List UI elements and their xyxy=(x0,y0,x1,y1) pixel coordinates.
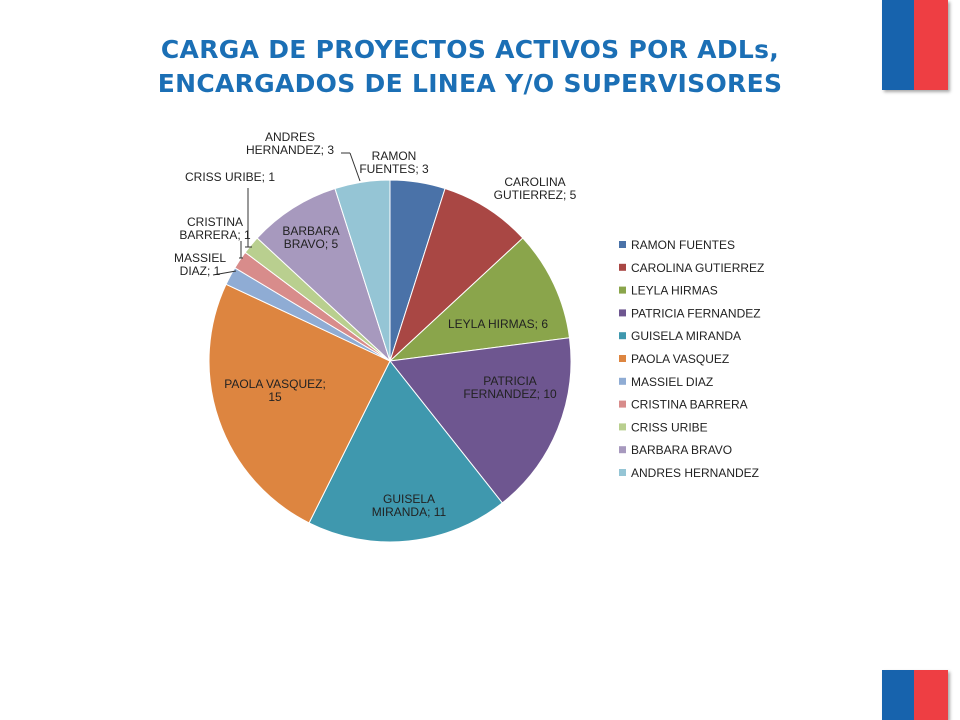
title-line-2: ENCARGADOS DE LINEA Y/O SUPERVISORES xyxy=(157,69,783,98)
data-label-line: GUTIERREZ; 5 xyxy=(493,188,577,202)
data-label-line: MASSIEL xyxy=(173,251,227,265)
legend-label-patricia-fernandez: PATRICIA FERNANDEZ xyxy=(631,306,761,321)
legend-label-andres-hernandez: ANDRES HERNANDEZ xyxy=(631,466,760,480)
data-label-line: MIRANDA; 11 xyxy=(371,505,447,519)
legend-swatch-carolina-gutierrez xyxy=(619,264,626,271)
legend-swatch-andres-hernandez xyxy=(619,469,626,476)
data-label-line: PAOLA VASQUEZ; xyxy=(224,377,326,391)
legend-label-criss-uribe: CRISS URIBE xyxy=(631,420,708,435)
legend-swatch-patricia-fernandez xyxy=(619,309,626,316)
data-label-leyla-hirmas xyxy=(448,317,548,331)
legend-label-ramon-fuentes: RAMON FUENTES xyxy=(631,238,736,252)
data-label-line: CRISS URIBE; 1 xyxy=(184,170,276,184)
legend-swatch-cristina-barrera xyxy=(619,401,626,408)
data-label-carolina-gutierrez xyxy=(494,175,577,202)
legend-label-carolina-gutierrez: CAROLINA GUTIERREZ xyxy=(631,260,765,275)
legend-label-paola-vasquez: PAOLA VASQUEZ xyxy=(631,352,730,366)
data-label-massiel-diaz xyxy=(174,251,226,278)
legend-label-barbara-bravo: BARBARA BRAVO xyxy=(631,443,733,458)
legend-swatch-barbara-bravo xyxy=(619,446,626,453)
data-label-line: 15 xyxy=(268,390,282,404)
legend-label-leyla-hirmas: LEYLA HIRMAS xyxy=(631,283,718,298)
data-label-criss-uribe xyxy=(185,170,275,184)
data-label-andres-hernandez xyxy=(246,130,334,157)
data-label-line: BARBARA xyxy=(282,224,340,238)
data-label-cristina-barrera xyxy=(179,215,251,242)
data-label-barbara-bravo xyxy=(282,224,339,251)
data-label-line: GUISELA xyxy=(382,492,436,506)
legend-swatch-massiel-diaz xyxy=(619,378,626,385)
data-label-line: CRISTINA xyxy=(186,215,244,229)
data-label-line: CAROLINA xyxy=(504,175,566,189)
legend-label-massiel-diaz: MASSIEL DIAZ xyxy=(631,374,714,389)
data-label-line: DIAZ; 1 xyxy=(179,264,221,278)
data-label-line: BARRERA; 1 xyxy=(179,228,251,242)
title-line-1: CARGA DE PROYECTOS ACTIVOS POR ADLs, xyxy=(160,35,780,64)
legend-swatch-leyla-hirmas xyxy=(619,287,626,294)
data-label-line: PATRICIA xyxy=(483,374,537,388)
legend-swatch-criss-uribe xyxy=(619,423,626,430)
legend-swatch-ramon-fuentes xyxy=(619,241,626,248)
data-label-line: BRAVO; 5 xyxy=(283,237,339,251)
pie-slices xyxy=(209,180,571,542)
data-label-line: LEYLA HIRMAS; 6 xyxy=(447,317,549,331)
data-label-line: ANDRES xyxy=(264,130,316,144)
data-label-line: HERNANDEZ; 3 xyxy=(245,143,335,157)
legend-swatch-guisela-miranda xyxy=(619,332,626,339)
data-label-line: FUENTES; 3 xyxy=(359,162,429,176)
legend-swatch-paola-vasquez xyxy=(619,355,626,362)
legend-label-cristina-barrera: CRISTINA BARRERA xyxy=(631,397,748,412)
legend-label-guisela-miranda: GUISELA MIRANDA xyxy=(631,329,742,344)
data-label-line: RAMON xyxy=(371,149,417,163)
chart-legend xyxy=(619,238,764,480)
data-label-line: FERNANDEZ; 10 xyxy=(463,387,557,401)
data-label-ramon-fuentes xyxy=(359,149,429,176)
